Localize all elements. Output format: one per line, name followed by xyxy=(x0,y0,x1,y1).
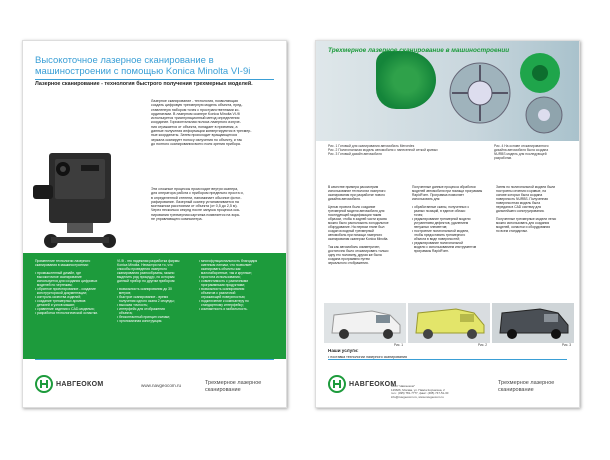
page-title: Высокоточное лазерное сканирование в машиностроении с помощью Konica Minolta VI-9i xyxy=(35,55,251,77)
van-photo-1 xyxy=(324,303,406,343)
features-column: • многофункциональность благодаря сменным линзам, что позволяет сканировать объекты как малогабаритные, так и крупные; • простота использования; • совместимость с различными программными продуктами; • возможность сканирования объектов с различной отражающей поверхностью; • подключение к компьютеру по стандартному интерфейсу; • компактность и мобильность. xyxy=(199,259,258,311)
van-photo-3 xyxy=(492,303,574,343)
logo-wordmark: НАВГЕОКОМ xyxy=(56,380,104,388)
figure-note: Рис. 4 На основе отсканированного дизайна автомобиля была создана NURBS модель для последующей разработки. xyxy=(494,144,549,160)
figure-label-2: Рис. 2 xyxy=(478,343,488,347)
website-link[interactable]: www.navgeocom.ru xyxy=(141,383,182,388)
hero-title: Трехмерное лазерное сканирование в машиностроении xyxy=(328,47,510,54)
van-photo-2 xyxy=(408,303,490,343)
footer-tagline: Трехмерное лазерное сканирование xyxy=(205,380,262,393)
scanner-photo xyxy=(31,133,127,251)
services-heading: Наши услуги: xyxy=(328,348,359,353)
subheading: Лазерное сканирование - технология быстрого получения трехмерных моделей. xyxy=(35,81,253,87)
applications-column: Применение технологии лазерного сканирования в машиностроении: • промышленный дизайн, где высокоточное сканирование используется для создания цифровых моделей по чертежам; • обратное проектирование - создание конструкторской документации; • контроль качества изделий; • создание трехмерных архивов деталей и узлов машин; • сравнение изделия с CAD-моделью; • разработка технологической оснастки. xyxy=(35,259,99,315)
brochure-page-2 xyxy=(315,40,580,408)
services-list: • поставка технологии лазерного сканирования xyxy=(328,355,407,359)
hero-image xyxy=(316,41,579,141)
navgeocom-logo-icon xyxy=(35,375,53,393)
brochure-page-1 xyxy=(22,40,287,408)
advantages-column: VI-9i - это надежная разработка фирмы Konica Minolta. Несмотря на то, что способы проведения лазерного сканирования разнообразны, можно выделить ряд процедур, по которым данный прибор по другим прибором: • возможность сканирования до 30 метров; • быстрое сканирование - время получения одного скана 2 секунды; • высокая точность; • интерфейс для отображения объекта; • бесконтактный принцип съемки; • эргономичная конструкция. xyxy=(117,259,180,323)
body-column-3: Затем по полигональной модели были построены сечения и кривые, на основе которых была создана поверхность NURBS. Полученная поверхностная модель была передана в CAD систему для дальнейшего конструирования. Полученные трехмерные модели легко можно использовать для создания моделей, оснастки и оборудования по всем стандартам. xyxy=(496,185,557,233)
body-column-2: Полученные данные процесса обработки моделей автомобиля при помощи программы RapidForm. Программа позволяет использовать для: • обработанные сканы, полученных с разных позиций, в единое облако точек; • редактирование трехмерной модели устранением дефектов, удалением ненужных элементов; • построение полигональной модели, чтобы предоставить трехмерного объекта в виде поверхностей; • редактирование полигональной модели с использованием инструментов программы RapidForm. xyxy=(412,185,483,253)
wheel-models-image xyxy=(428,45,578,137)
footer-divider xyxy=(35,359,274,360)
company-logo xyxy=(35,375,104,393)
company-address: ООО "Навгеоком" 129626, Москва, ул. Павла Корчагина, 2 тел.: (495) 781-7777, факс: (495) 747-51-30 info@navgeocom.ru, www.navgeocom.ru xyxy=(391,384,449,399)
intro-paragraph: Лазерное сканирование - технология, позволяющая создать цифровую трехмерную модель объекта, пред- ставленную набором точек с пространственными ко- ординатами. В лазерном сканере Konica Minolta VI-9i используется триангуляционный метод определения координат. Горизонтальная полоса лазерного излуче- ния отражается от объекта, попадает в приемник, а данные получения информации конвертируются в трехмер- ные координаты. Затем происходит вращающегося зеркала сканирует полосу излучения по объекту, и так до полного сканирования всего поля зрения прибора. xyxy=(151,99,252,146)
footer-tagline-2: Трехмерное лазерное сканирование xyxy=(498,380,555,393)
navgeocom-logo-icon xyxy=(328,375,346,393)
company-logo-2 xyxy=(328,375,397,393)
body-column-1: В качестве примера рассмотрим использование технологии лазерного сканирования при разработке нового дизайна автомобиля. Целью проекта было создание трехмерной модели автомобиля для последующей модификации таким образом, чтобы в задней части кузова можно было расположить холодильное оборудование. На первом этапе был создан исходный трехмерный автомобиль при помощи лазерного сканирования сканером Konica Minolta. Так как автомобиль симметричен, достаточно было отсканировать только одну его половину, другая же была создана программно путем зеркального отображения. xyxy=(328,185,389,265)
page-footer xyxy=(23,359,286,407)
title-divider xyxy=(35,79,274,80)
footer-divider-2 xyxy=(328,359,567,360)
logo-wordmark-2: НАВГЕОКОМ xyxy=(349,380,397,388)
intro-paragraph-2: Эти сложные процессы происходят внутри сканера, для оператора работа с прибором предельно проста и, в определенной степени, напоминает обычное фотог- рафирование. Лазерный сканер устанавливается на монтажном расстоянии от объекта (от 0,5 до 2,5 м). Через несколько секунд после запуска процесса ска- нирования трехмерная картинка появляется на экра- не управляющего компьютера. xyxy=(151,187,244,222)
green-car-model xyxy=(376,51,436,109)
figure-captions: Рис. 1 Готовый для сканирования автомобиль Mercedes Рис. 2 Полигональная модель автомобиля с нанесенной сеткой кривых Рис. 3 Готовый дизайн автомобиля xyxy=(328,144,438,157)
figure-label-1: Рис. 1 xyxy=(394,343,404,347)
figure-label-3: Рис. 3 xyxy=(562,343,572,347)
page-footer-2 xyxy=(316,359,579,407)
